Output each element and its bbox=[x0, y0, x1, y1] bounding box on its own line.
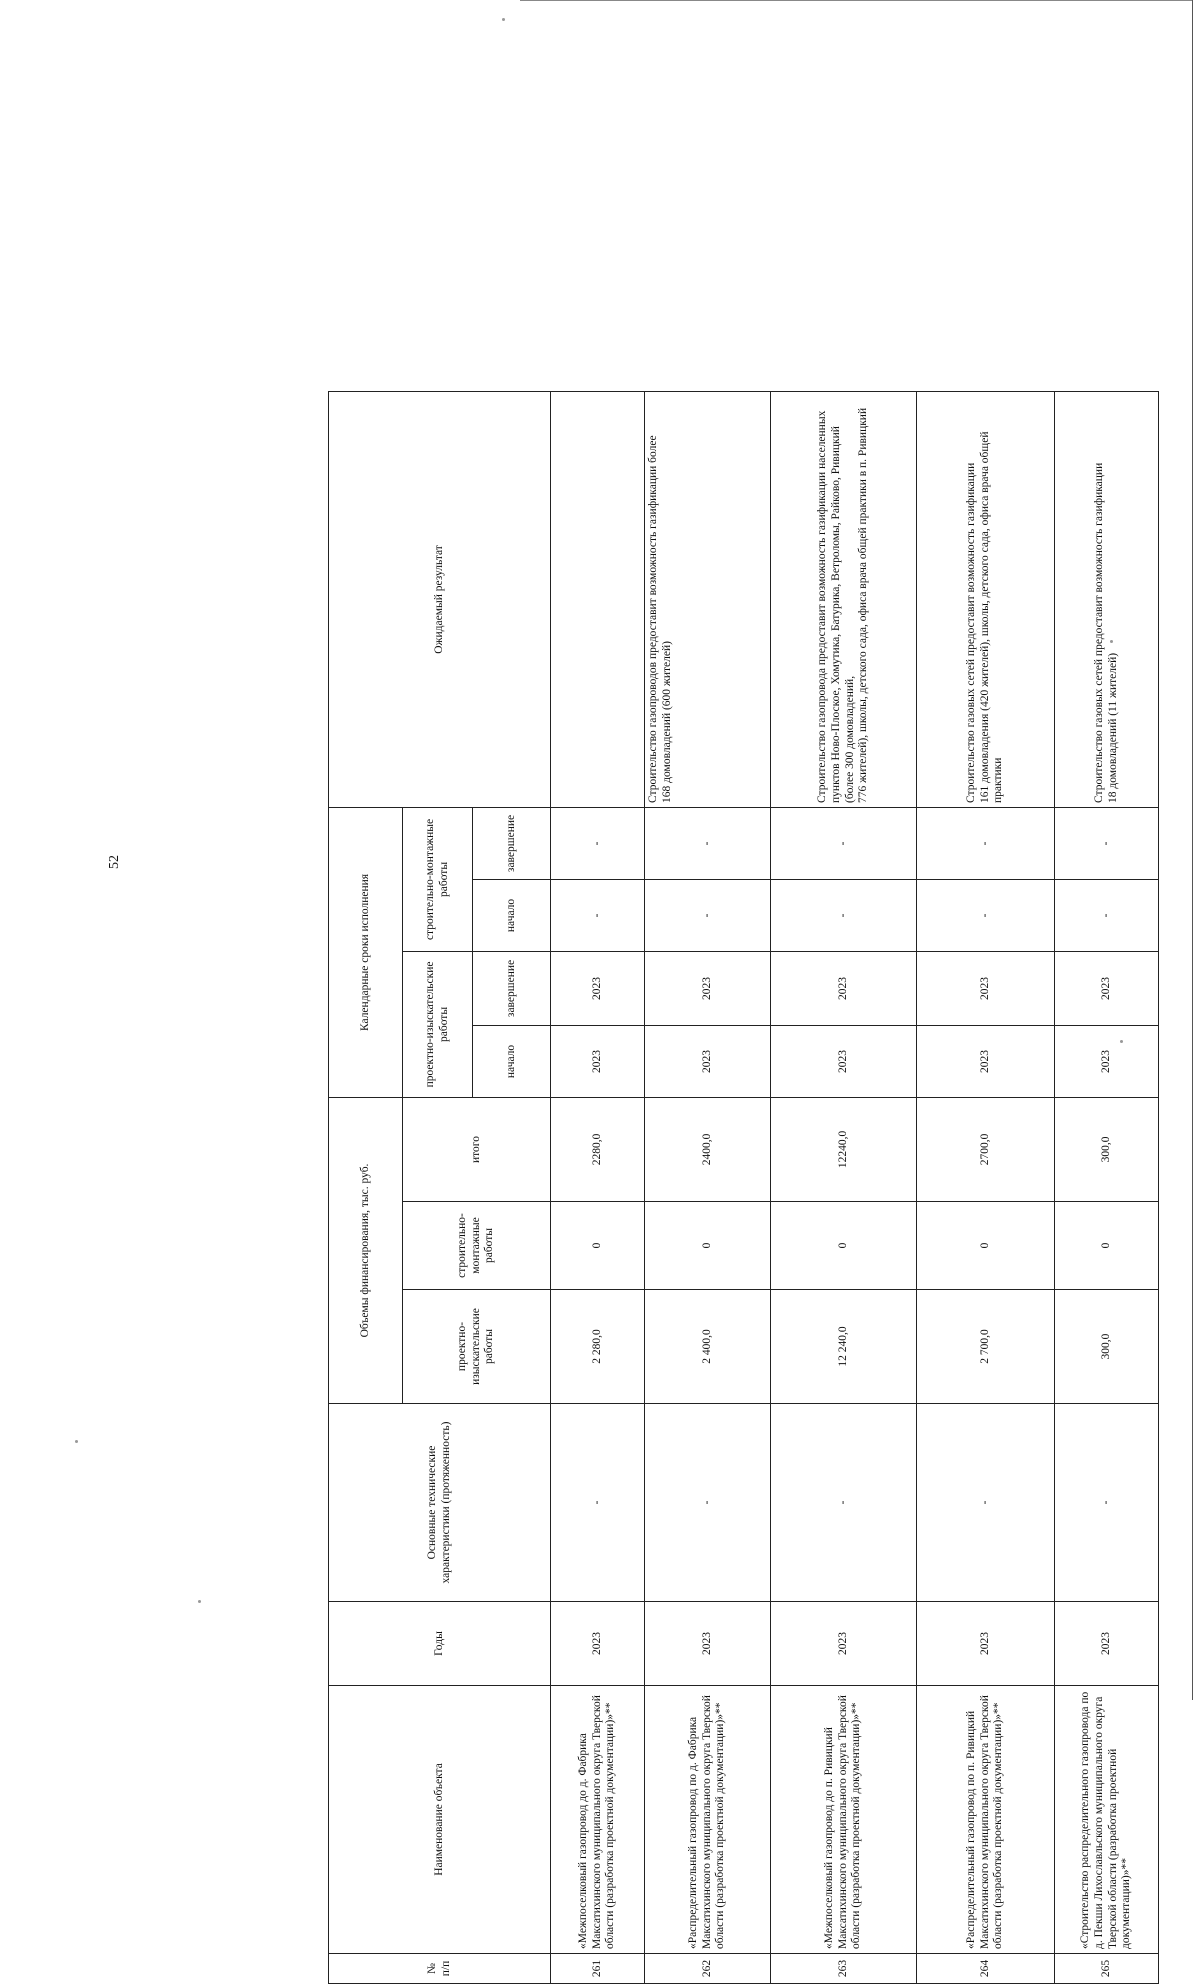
row-year: 2023 bbox=[771, 1602, 917, 1686]
header-fin-design: проектно-изыскательские работы bbox=[403, 1290, 551, 1404]
rotated-table-wrapper bbox=[328, 392, 1132, 1984]
row-fin-total: 2700,0 bbox=[917, 1097, 1055, 1201]
scan-top-rule bbox=[520, 0, 1192, 1]
row-design-start: 2023 bbox=[771, 1025, 917, 1097]
row-fin-total: 2400,0 bbox=[645, 1097, 771, 1201]
row-fin-construction: 0 bbox=[645, 1202, 771, 1290]
table-row bbox=[917, 391, 1055, 1983]
scan-speck bbox=[198, 1600, 201, 1603]
header-sched-construction: строительно-монтажные работы bbox=[403, 807, 473, 951]
row-fin-design: 2 700,0 bbox=[917, 1290, 1055, 1404]
gasification-objects-table bbox=[328, 391, 1159, 1984]
row-fin-design: 2 400,0 bbox=[645, 1290, 771, 1404]
row-fin-total: 2280,0 bbox=[551, 1097, 645, 1201]
row-result bbox=[551, 391, 645, 807]
scan-speck bbox=[1120, 1040, 1123, 1043]
row-tech: - bbox=[645, 1404, 771, 1602]
header-years: Годы bbox=[329, 1602, 551, 1686]
row-result: Строительство газопроводов предоставит возможность газификации более 168 домовладений (600 жителей) bbox=[645, 391, 771, 807]
row-fin-construction: 0 bbox=[551, 1202, 645, 1290]
row-fin-design: 2 280,0 bbox=[551, 1290, 645, 1404]
scan-page-edge bbox=[1192, 0, 1193, 1700]
row-result: Строительство газовых сетей предоставит возможность газификации 18 домовладений (11 жителей) bbox=[1055, 391, 1159, 807]
row-design-end: 2023 bbox=[1055, 951, 1159, 1025]
row-object-name: «Распределительный газопровод по п. Ривицкий Максатихинского муниципального округа Тверской области (разработка проектной документации)»** bbox=[917, 1686, 1055, 1954]
row-object-name: «Межпоселковый газопровод до п. Ривицкий Максатихинского муниципального округа Тверской области (разработка проектной документации)»** bbox=[771, 1686, 917, 1954]
row-fin-design: 300,0 bbox=[1055, 1290, 1159, 1404]
row-fin-construction: 0 bbox=[917, 1202, 1055, 1290]
row-constr-start: - bbox=[551, 879, 645, 951]
row-object-name: «Межпоселковый газопровод до д. Фабрика Максатихинского муниципального округа Тверской области (разработка проектной документации)»** bbox=[551, 1686, 645, 1954]
row-year: 2023 bbox=[1055, 1602, 1159, 1686]
row-constr-start: - bbox=[1055, 879, 1159, 951]
row-tech: - bbox=[771, 1404, 917, 1602]
scan-speck bbox=[502, 18, 505, 21]
row-num: 261 bbox=[551, 1954, 645, 1984]
table-row bbox=[1055, 391, 1159, 1983]
row-constr-end: - bbox=[645, 807, 771, 879]
row-num: 262 bbox=[645, 1954, 771, 1984]
header-constr-end: завершение bbox=[473, 807, 551, 879]
row-object-name: «Распределительный газопровод по д. Фабрика Максатихинского муниципального округа Тверской области (разработка проектной документации)»** bbox=[645, 1686, 771, 1954]
row-num: 264 bbox=[917, 1954, 1055, 1984]
header-fin-construction: строительно-монтажные работы bbox=[403, 1202, 551, 1290]
row-constr-start: - bbox=[645, 879, 771, 951]
row-design-end: 2023 bbox=[771, 951, 917, 1025]
header-finance-group: Объемы финансирования, тыс. руб. bbox=[329, 1097, 403, 1403]
row-year: 2023 bbox=[645, 1602, 771, 1686]
table-row bbox=[551, 391, 645, 1983]
row-fin-design: 12 240,0 bbox=[771, 1290, 917, 1404]
row-fin-construction: 0 bbox=[1055, 1202, 1159, 1290]
table-row bbox=[771, 391, 917, 1983]
header-schedule-group: Календарные сроки исполнения bbox=[329, 807, 403, 1097]
header-sched-design: проектно-изыскательские работы bbox=[403, 951, 473, 1097]
row-fin-total: 12240,0 bbox=[771, 1097, 917, 1201]
row-design-start: 2023 bbox=[1055, 1025, 1159, 1097]
row-design-start: 2023 bbox=[551, 1025, 645, 1097]
row-design-start: 2023 bbox=[645, 1025, 771, 1097]
row-constr-end: - bbox=[551, 807, 645, 879]
row-constr-start: - bbox=[771, 879, 917, 951]
row-constr-start: - bbox=[917, 879, 1055, 951]
header-name: Наименование объекта bbox=[329, 1686, 551, 1954]
row-result: Строительство газопровода предоставит возможность газификации населенных пунктов Ново-Плоское, Хомутика, Батурика, Ветроломы, Райково, Ривицкий (более 300 домовладений, 776 жителей), школы, детского сада, офиса врача общей практики в п. Ривицкий bbox=[771, 391, 917, 807]
header-design-start: начало bbox=[473, 1025, 551, 1097]
row-tech: - bbox=[917, 1404, 1055, 1602]
row-design-start: 2023 bbox=[917, 1025, 1055, 1097]
row-object-name: «Строительство распределительного газопровода по д. Пекши Лихославльского муниципального округа Тверской области (разработка проектной документации)»** bbox=[1055, 1686, 1159, 1954]
page-number: 52 bbox=[107, 855, 122, 869]
row-tech: - bbox=[1055, 1404, 1159, 1602]
header-constr-start: начало bbox=[473, 879, 551, 951]
table-row bbox=[645, 391, 771, 1983]
row-design-end: 2023 bbox=[917, 951, 1055, 1025]
row-constr-end: - bbox=[1055, 807, 1159, 879]
header-result: Ожидаемый результат bbox=[329, 391, 551, 807]
scan-speck bbox=[75, 1440, 78, 1443]
header-num: № п/п bbox=[329, 1954, 551, 1984]
row-tech: - bbox=[551, 1404, 645, 1602]
row-num: 265 bbox=[1055, 1954, 1159, 1984]
header-row-1 bbox=[329, 391, 403, 1983]
row-fin-total: 300,0 bbox=[1055, 1097, 1159, 1201]
header-design-end: завершение bbox=[473, 951, 551, 1025]
header-tech: Основные технические характеристики (протяженность) bbox=[329, 1404, 551, 1602]
row-fin-construction: 0 bbox=[771, 1202, 917, 1290]
row-year: 2023 bbox=[551, 1602, 645, 1686]
row-constr-end: - bbox=[771, 807, 917, 879]
row-constr-end: - bbox=[917, 807, 1055, 879]
row-year: 2023 bbox=[917, 1602, 1055, 1686]
row-result: Строительство газовых сетей предоставит возможность газификации 161 домовладения (420 жителей), школы, детского сада, офиса врача общей практики bbox=[917, 391, 1055, 807]
row-num: 263 bbox=[771, 1954, 917, 1984]
scan-speck bbox=[1110, 640, 1113, 643]
header-fin-total: итого bbox=[403, 1097, 551, 1201]
row-design-end: 2023 bbox=[551, 951, 645, 1025]
row-design-end: 2023 bbox=[645, 951, 771, 1025]
